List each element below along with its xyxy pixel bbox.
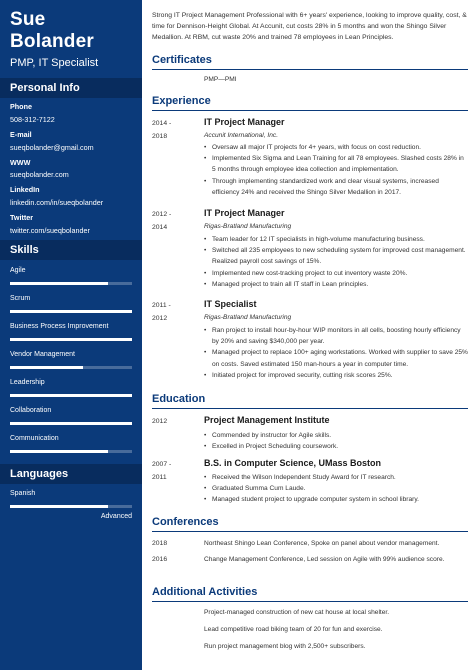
section-divider [152,69,468,70]
skill-level-bar [10,282,108,285]
edu-title: Project Management Institute [204,415,330,425]
job-bullets [204,325,468,381]
skill-name: Scrum [10,295,31,302]
edu-bullets [204,472,468,506]
email-label: E-mail [10,130,32,139]
www-label: WWW [10,158,31,167]
candidate-title: PMP, IT Specialist [10,57,99,69]
edu-start: 2012 [152,418,168,425]
job-title: IT Project Manager [204,117,285,127]
section-divider [152,408,468,409]
conference-year: 2018 [152,540,168,547]
edu-dates [152,415,167,428]
skill-name: Vendor Management [10,351,75,358]
twitter-label: Twitter [10,213,34,222]
experience-heading: Experience [152,95,211,107]
personal-info-heading: Personal Info [0,78,142,98]
job-employer: Rigas-Bratland Manufacturing [204,223,292,230]
edu-start: 2007 - [152,461,172,468]
list-item: • Implemented Six Sigma and Lean Training for all 78 employees. Slashed costs 28% in 5 months through employee idea collection and implementation. [204,153,468,175]
activity-item: Project-managed construction of new cat house at local shelter. [204,609,390,616]
job-start: 2014 - [152,120,172,127]
website-link[interactable]: sueqbolander.com [10,170,69,179]
job-end: 2014 [152,224,168,231]
skill-name: Leadership [10,379,45,386]
list-item: • Initiated project for improved security, cutting risk scores 25%. [204,370,468,381]
skill-level-bar [10,338,132,341]
certificate-item: PMP—PMI [204,76,237,83]
skill-name: Agile [10,267,26,274]
edu-bullets [204,430,468,452]
job-employer: Accunit International, Inc. [204,132,279,139]
skill-name: Communication [10,435,59,442]
list-item: • Ran project to install hour-by-hour WIP monitors in all cells, boosting hourly efficiency by 20% and saving $340,000 per year. [204,325,468,347]
skill-name: Collaboration [10,407,52,414]
main-content [142,0,474,670]
certificates-heading: Certificates [152,54,212,66]
email-link[interactable]: sueqbolander@gmail.com [10,143,94,152]
job-title: IT Project Manager [204,208,285,218]
linkedin-link[interactable]: linkedin.com/in/sueqbolander [10,198,104,207]
job-start: 2011 - [152,302,171,309]
candidate-name [10,9,94,53]
list-item: • Commended by instructor for Agile skills. [204,430,468,441]
activities-heading: Additional Activities [152,586,258,598]
list-item: • Oversaw all major IT projects for 4+ years, with focus on cost reduction. [204,142,468,153]
activity-item: Run project management blog with 2,500+ subscribers. [204,643,366,650]
job-dates [152,299,171,325]
list-item: • Team leader for 12 IT specialists in high-volume manufacturing business. [204,234,468,245]
summary: Strong IT Project Management Professional with 6+ years' experience, looking to improve quality, cost, & time for Dennison-Height Global. At Accunit, cut costs 28% in 5 months and won the Shingo Silver Medallion. At RBM, cut waste 20% and trained 78 employees in Lean Principles. [152,12,467,41]
job-title: IT Specialist [204,299,257,309]
section-divider [152,110,468,111]
job-start: 2012 - [152,211,172,218]
list-item: • Switched all 235 employees to new scheduling system for improved cost management. Realized payroll cost savings of 15%. [204,245,468,267]
twitter-link[interactable]: twitter.com/sueqbolander [10,226,90,235]
skill-level-bar [10,422,132,425]
languages-heading: Languages [0,464,142,484]
job-bullets [204,234,468,290]
skill-level-bar [10,394,132,397]
list-item: • Graduated Summa Cum Laude. [204,483,468,494]
sidebar [0,0,142,670]
job-dates [152,117,171,143]
list-item: • Managed project to train all IT staff in Lean principles. [204,279,468,290]
edu-dates [152,458,171,484]
list-item: • Implemented new cost-tracking project to cut inventory waste 20%. [204,268,468,279]
job-bullets [204,142,468,198]
section-divider [152,531,468,532]
education-heading: Education [152,393,206,405]
skill-level-bar [10,366,83,369]
conference-text: Northeast Shingo Lean Conference, Spoke on panel about vendor management. [204,540,440,547]
list-item: • Managed project to replace 100+ aging workstations. Worked with supplier to save 25% on costs. Saved estimated 150 man-hours a year in computer time. [204,347,468,369]
activity-item: Lead competitive road biking team of 20 for fun and exercise. [204,626,383,633]
job-end: 2012 [152,315,168,322]
last-name: Bolander [10,31,94,52]
job-dates [152,208,171,234]
conferences-heading: Conferences [152,516,219,528]
conference-text: Change Management Conference, Led session on Agile with 99% audience score. [204,556,445,563]
job-employer: Rigas-Bratland Manufacturing [204,314,292,321]
phone-label: Phone [10,102,32,111]
conference-year: 2016 [152,556,168,563]
edu-end: 2011 [152,474,167,481]
language-name: Spanish [10,490,36,497]
language-level-bar [10,505,108,508]
edu-title: B.S. in Computer Science, UMass Boston [204,458,382,468]
section-divider [152,601,468,602]
phone-value: 508-312-7122 [10,115,55,124]
skill-level-bar [10,450,108,453]
job-end: 2018 [152,133,168,140]
skills-heading: Skills [0,240,142,260]
skill-name: Business Process Improvement [10,323,109,330]
list-item: • Excelled in Project Scheduling coursework. [204,441,468,452]
list-item: • Received the Wilson Independent Study Award for IT research. [204,472,468,483]
list-item: • Managed student project to upgrade computer system in school library. [204,494,468,505]
list-item: • Through implementing standardized work and clear visual systems, increased efficiency 24% and received the Shingo Silver Medallion in 2017. [204,176,468,198]
first-name: Sue [10,9,46,30]
language-level: Advanced [100,513,132,520]
linkedin-label: LinkedIn [10,185,40,194]
skill-level-bar [10,310,132,313]
